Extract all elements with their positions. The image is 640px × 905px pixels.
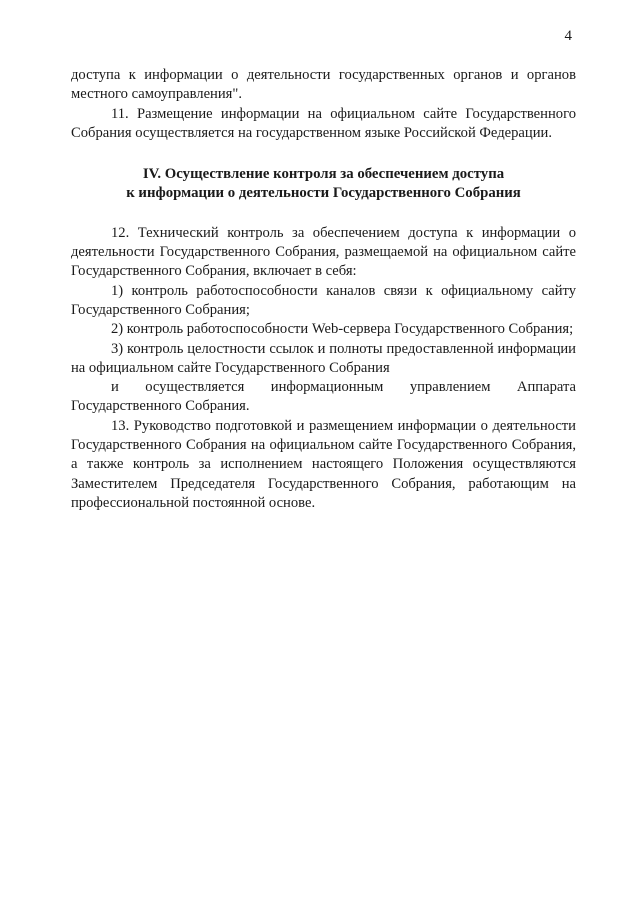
paragraph-12-conclusion: и осуществляется информационным управлением Аппарата Государственного Собрания.: [71, 379, 576, 415]
paragraph-13: 13. Руководство подготовкой и размещением информации о деятельности Государственного Собрания на официальном сайте Государственного Собрания, а также контроль за исполнением настоящего Положения осуществляются Заместителем Председателя Государственного Собрания, работающим на профессиональной постоянной основе.: [71, 417, 576, 511]
list-item-1: 1) контроль работоспособности каналов связи к официальному сайту Государственного Собрания;: [71, 282, 576, 318]
paragraph-12: 12. Технический контроль за обеспечением доступа к информации о деятельности Государственного Собрания, размещаемой на официальном сайте Государственного Собрания, включает в себя:: [71, 224, 576, 280]
document-body: [71, 66, 576, 513]
paragraph-11: 11. Размещение информации на официальном сайте Государственного Собрания осуществляется на государственном языке Российской Федерации.: [71, 105, 576, 141]
section-heading: [71, 165, 576, 204]
section-heading-line-2: к информации о деятельности Государственного Собрания: [126, 185, 521, 202]
paragraph-continuation: доступа к информации о деятельности государственных органов и органов местного самоуправления".: [71, 67, 576, 103]
section-heading-line-1: IV. Осуществление контроля за обеспечением доступа: [142, 166, 505, 183]
list-item-2: 2) контроль работоспособности Web-сервера Государственного Собрания;: [111, 321, 574, 338]
list-item-3: 3) контроль целостности ссылок и полноты предоставленной информации на официальном сайте Государственного Собрания: [71, 340, 576, 376]
page-number: 4: [564, 28, 572, 44]
